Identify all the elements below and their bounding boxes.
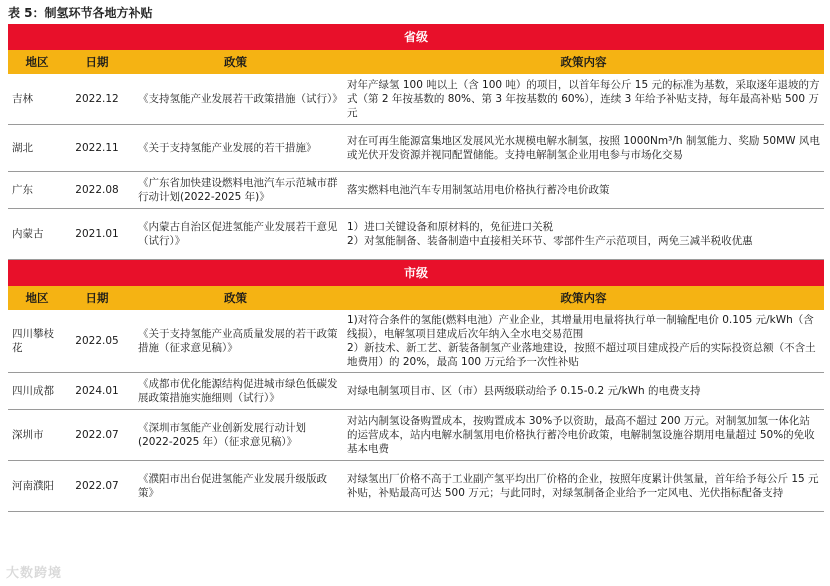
subsidy-table	[8, 24, 824, 512]
content-line: 1）进口关键设备和原材料的，免征进口关税	[347, 221, 554, 233]
table-caption: 表 5：制氢环节各地方补贴	[8, 6, 153, 20]
municipal-header-row	[8, 286, 824, 310]
region-cell: 河南濮阳	[8, 461, 66, 512]
content-line: 对绿电制氢项目市、区（市）县两级联动给予 0.15-0.2 元/kWh 的电费支持	[347, 385, 701, 397]
region-cell: 湖北	[8, 125, 66, 172]
table-row	[8, 125, 824, 172]
date-cell: 2022.11	[66, 125, 128, 172]
policy-cell: 《深圳市氢能产业创新发展行动计划(2022-2025 年）（征求意见稿）》	[128, 410, 343, 461]
date-cell: 2022.12	[66, 74, 128, 125]
table-row	[8, 461, 824, 512]
policy-cell: 《关于支持氢能产业高质量发展的若干政策措施（征求意见稿）》	[128, 310, 343, 373]
content-cell	[343, 410, 824, 461]
date-cell: 2022.07	[66, 410, 128, 461]
header-region: 地区	[8, 286, 66, 310]
table-row	[8, 410, 824, 461]
municipal-section-title: 市级	[8, 260, 824, 287]
provincial-header-row	[8, 50, 824, 74]
policy-cell: 《濮阳市出台促进氢能产业发展升级版政策》	[128, 461, 343, 512]
content-line: 对绿氢出厂价格不高于工业副产氢平均出厂价格的企业，按照年度累计供氢量，首年给予每公斤 15 元补贴，补贴最高可达 500 万元；与此同时，对绿氢制备企业给予一定风电、光伏指标配备支持	[347, 473, 819, 499]
watermark: 大数跨境	[6, 566, 63, 581]
header-policy: 政策	[128, 50, 343, 74]
header-region: 地区	[8, 50, 66, 74]
date-cell: 2021.01	[66, 209, 128, 260]
header-date: 日期	[66, 286, 128, 310]
content-cell	[343, 172, 824, 209]
table-row	[8, 209, 824, 260]
table-row	[8, 310, 824, 373]
region-cell: 吉林	[8, 74, 66, 125]
region-cell: 深圳市	[8, 410, 66, 461]
region-cell: 广东	[8, 172, 66, 209]
content-cell	[343, 74, 824, 125]
header-content: 政策内容	[343, 50, 824, 74]
policy-cell: 《成都市优化能源结构促进城市绿色低碳发展政策措施实施细则（试行）》	[128, 373, 343, 410]
region-cell: 内蒙古	[8, 209, 66, 260]
header-date: 日期	[66, 50, 128, 74]
policy-cell: 《支持氢能产业发展若干政策措施（试行）》	[128, 74, 343, 125]
policy-cell: 《关于支持氢能产业发展的若干措施》	[128, 125, 343, 172]
date-cell: 2024.01	[66, 373, 128, 410]
content-cell	[343, 461, 824, 512]
region-cell: 四川成都	[8, 373, 66, 410]
policy-cell: 《广东省加快建设燃料电池汽车示范城市群行动计划(2022-2025 年)》	[128, 172, 343, 209]
content-line: 2）新技术、新工艺、新装备制氢产业落地建设，按照不超过项目建成投产后的实际投资总额（不含土地费用）的 20%，最高 100 万元给予一次性补贴	[347, 342, 816, 368]
date-cell: 2022.07	[66, 461, 128, 512]
content-line: 对在可再生能源富集地区发展风光水规模电解水制氢，按照 1000Nm³/h 制氢能力、奖励 50MW 风电或光伏开发资源并视同配置储能。支持电解制氢企业用电参与市场化交易	[347, 135, 820, 161]
content-cell	[343, 209, 824, 260]
provincial-section-band	[8, 24, 824, 50]
date-cell: 2022.05	[66, 310, 128, 373]
content-line: 对站内制氢设备购置成本，按购置成本 30%予以资助，最高不超过 200 万元。对制氢加氢一体化站的运营成本，站内电解水制氢用电价格执行蓄冷电价政策，电解制氢设施谷期用电量超过 50%的免收基本电费	[347, 415, 815, 455]
content-cell	[343, 125, 824, 172]
content-line: 1)对符合条件的氢能(燃料电池）产业企业，其增量用电量将执行单一制输配电价 0.105 元/kWh（含线损），电解氢项目建成后次年纳入全水电交易范围	[347, 314, 814, 340]
content-cell	[343, 373, 824, 410]
content-line: 落实燃料电池汽车专用制氢站用电价格执行蓄冷电价政策	[347, 184, 610, 196]
content-line: 2）对氢能制备、装备制造中直接相关环节、零部件生产示范项目，两免三减半税收优惠	[347, 235, 753, 247]
date-cell: 2022.08	[66, 172, 128, 209]
table-row	[8, 373, 824, 410]
table-row	[8, 74, 824, 125]
provincial-section-title: 省级	[8, 24, 824, 50]
content-cell	[343, 310, 824, 373]
header-content: 政策内容	[343, 286, 824, 310]
municipal-section-band	[8, 260, 824, 287]
table-row	[8, 172, 824, 209]
policy-cell: 《内蒙古自治区促进氢能产业发展若干意见（试行）》	[128, 209, 343, 260]
region-cell: 四川攀枝花	[8, 310, 66, 373]
content-line: 对年产绿氢 100 吨以上（含 100 吨）的项目，以首年每公斤 15 元的标准为基数，采取逐年退坡的方式（第 2 年按基数的 80%、第 3 年按基数的 60%），连续 3 年给予补贴支持，每年最高补贴 500 万元	[347, 79, 820, 119]
header-policy: 政策	[128, 286, 343, 310]
